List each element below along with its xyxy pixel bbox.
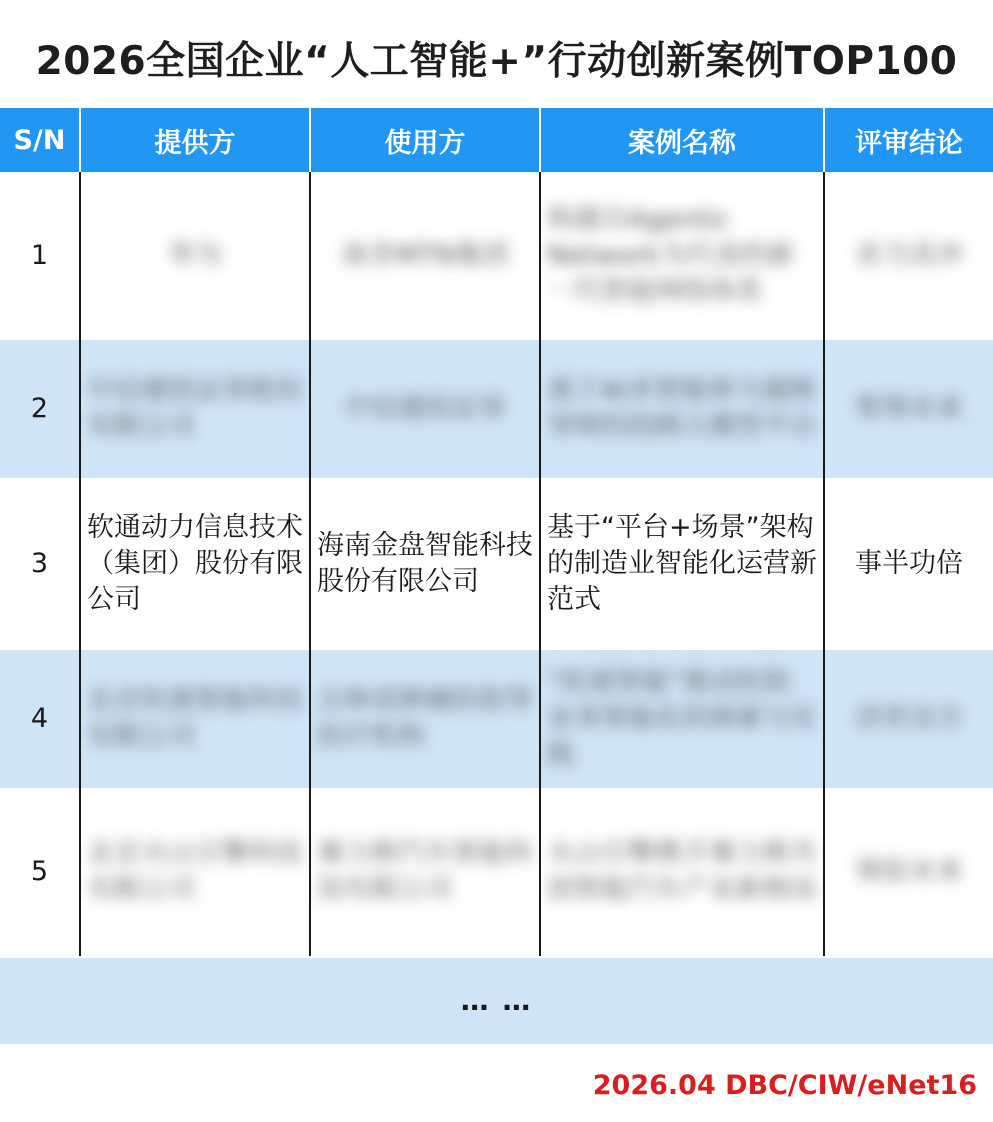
row-verdict	[824, 650, 993, 788]
header-case-name: 案例名称	[540, 108, 824, 172]
table-row	[0, 340, 993, 478]
blurred-provider: 北京医渡智能科技有限公司	[87, 685, 303, 752]
blurred-user: 南非MTN集团	[341, 240, 509, 271]
row-provider	[80, 340, 310, 478]
row-user	[310, 340, 540, 478]
blurred-case-name: 基于AI多智能体与超级导师的投顾大模型平台	[547, 375, 817, 442]
row-case-name	[540, 340, 824, 478]
row-verdict	[824, 788, 993, 956]
blurred-provider: 华为	[168, 240, 222, 271]
table-row	[0, 788, 993, 956]
table-row	[0, 172, 993, 340]
blurred-provider: 北京火山引擎科技有限公司	[87, 838, 303, 905]
row-user	[310, 788, 540, 956]
row-case-name	[540, 172, 824, 340]
blurred-provider: 中信建投证券股份有限公司	[87, 375, 303, 442]
cases-table	[0, 108, 993, 956]
blurred-user: 吉林省肿瘤医院等医疗机构	[317, 685, 533, 752]
more-rows-ellipsis: … …	[0, 958, 993, 1044]
blurred-case-name: 火山引擎携手赛力斯共创智能汽车产业新格局	[547, 838, 817, 905]
table-header-row	[0, 108, 993, 172]
header-provider: 提供方	[80, 108, 310, 172]
blurred-user: 赛力斯汽车智能科技有限公司	[317, 838, 533, 905]
row-user	[310, 650, 540, 788]
blurred-case-name: 构建自Agentic Network为代表的新一代智能网络体系	[547, 204, 795, 307]
row-sn: 1	[30, 240, 49, 271]
blurred-case-name: “医渡智能”推动医院业务智能化的探索与实践	[547, 667, 817, 770]
row-user	[310, 172, 540, 340]
header-verdict: 评审结论	[824, 108, 993, 172]
row-verdict: 事半功倍	[824, 478, 993, 650]
row-provider	[80, 172, 310, 340]
blurred-verdict: 领驭未来	[855, 856, 963, 887]
table-row	[0, 478, 993, 650]
header-user: 使用方	[310, 108, 540, 172]
row-sn: 5	[30, 856, 49, 887]
page-title: 2026全国企业“人工智能+”行动创新案例TOP100	[35, 39, 958, 84]
blurred-verdict: 首当其冲	[855, 240, 963, 271]
row-provider	[80, 650, 310, 788]
row-sn: 4	[0, 650, 80, 788]
row-provider: 软通动力信息技术（集团）股份有限公司	[80, 478, 310, 650]
row-provider	[80, 788, 310, 956]
row-sn: 3	[30, 548, 49, 579]
row-case-name	[540, 650, 824, 788]
row-case-name	[540, 788, 824, 956]
row-user: 海南金盘智能科技股份有限公司	[310, 478, 540, 650]
blurred-verdict: 济世良方	[855, 703, 963, 734]
row-verdict	[824, 340, 993, 478]
blurred-verdict: 智领未来	[855, 393, 963, 424]
footer-source: 2026.04 DBC/CIW/eNet16	[592, 1070, 977, 1101]
row-sn: 2	[0, 340, 80, 478]
row-case-name: 基于“平台+场景”架构的制造业智能化运营新范式	[540, 478, 824, 650]
blurred-user: 中信建投证券	[344, 393, 506, 424]
row-verdict	[824, 172, 993, 340]
header-sn: S/N	[0, 108, 80, 172]
table-row	[0, 650, 993, 788]
